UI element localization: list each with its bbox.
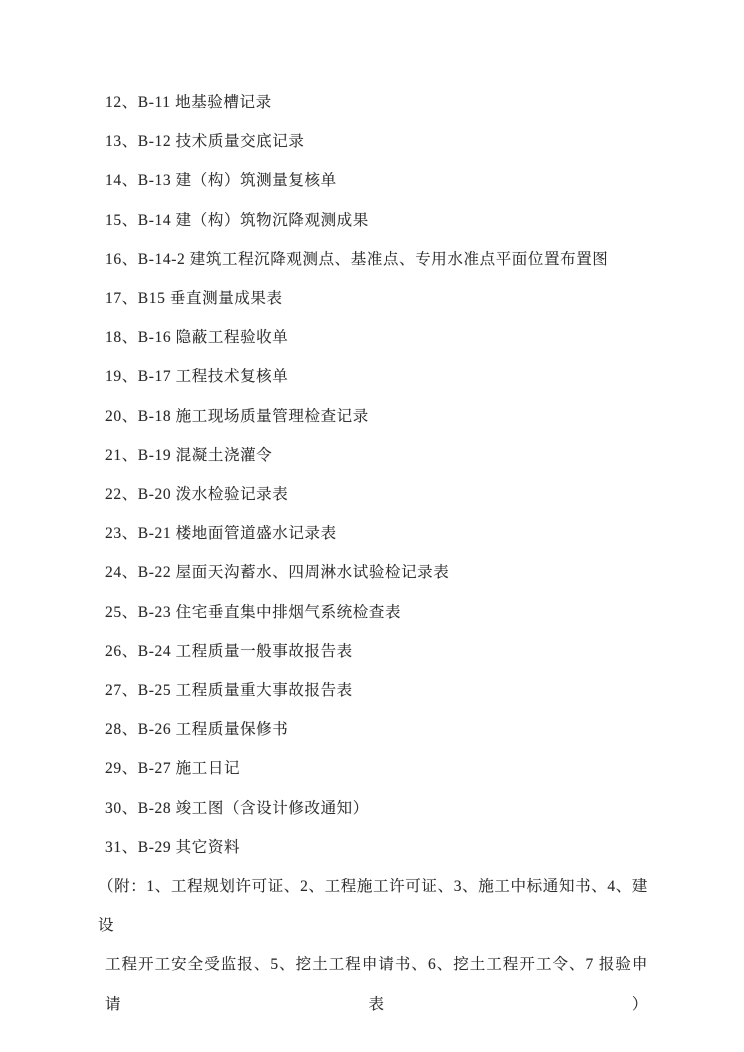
list-item: 26、B-24 工程质量一般事故报告表 [105,642,353,660]
list-item: 25、B-23 住宅垂直集中排烟气系统检查表 [105,603,402,621]
document-content [98,83,648,1024]
list-item: 30、B-28 竣工图（含设计修改通知） [105,799,369,817]
list-item: 24、B-22 屋面天沟蓄水、四周淋水试验检记录表 [105,564,450,582]
list-item: 16、B-14-2 建筑工程沉降观测点、基准点、专用水准点平面位置布置图 [105,250,609,268]
list-item: 17、B15 垂直测量成果表 [105,290,283,308]
list-item: 27、B-25 工程质量重大事故报告表 [105,682,353,700]
list-item: 19、B-17 工程技术复核单 [105,368,289,386]
list-item: 18、B-16 隐蔽工程验收单 [105,329,289,347]
list-item: 20、B-18 施工现场质量管理检查记录 [105,407,369,425]
appendix-line: （附：1、工程规划许可证、2、工程施工许可证、3、施工中标通知书、4、建设 [98,878,648,935]
list-item: 31、B-29 其它资料 [105,838,241,856]
appendix-line: 工程开工安全受监报、5、挖土工程申请书、6、挖土工程开工令、7 报验申请表） [105,956,648,1013]
list-item: 29、B-27 施工日记 [105,760,241,778]
list-item: 23、B-21 楼地面管道盛水记录表 [105,525,337,543]
list-item: 21、B-19 混凝土浇灌令 [105,446,273,464]
list-item: 28、B-26 工程质量保修书 [105,721,289,739]
list-item: 15、B-14 建（构）筑物沉降观测成果 [105,211,369,229]
list-item: 14、B-13 建（构）筑测量复核单 [105,172,337,190]
appendix-paragraph [98,867,648,1024]
list-item: 22、B-20 泼水检验记录表 [105,486,289,504]
list-item: 13、B-12 技术质量交底记录 [105,133,305,151]
list-item: 12、B-11 地基验槽记录 [105,94,272,111]
